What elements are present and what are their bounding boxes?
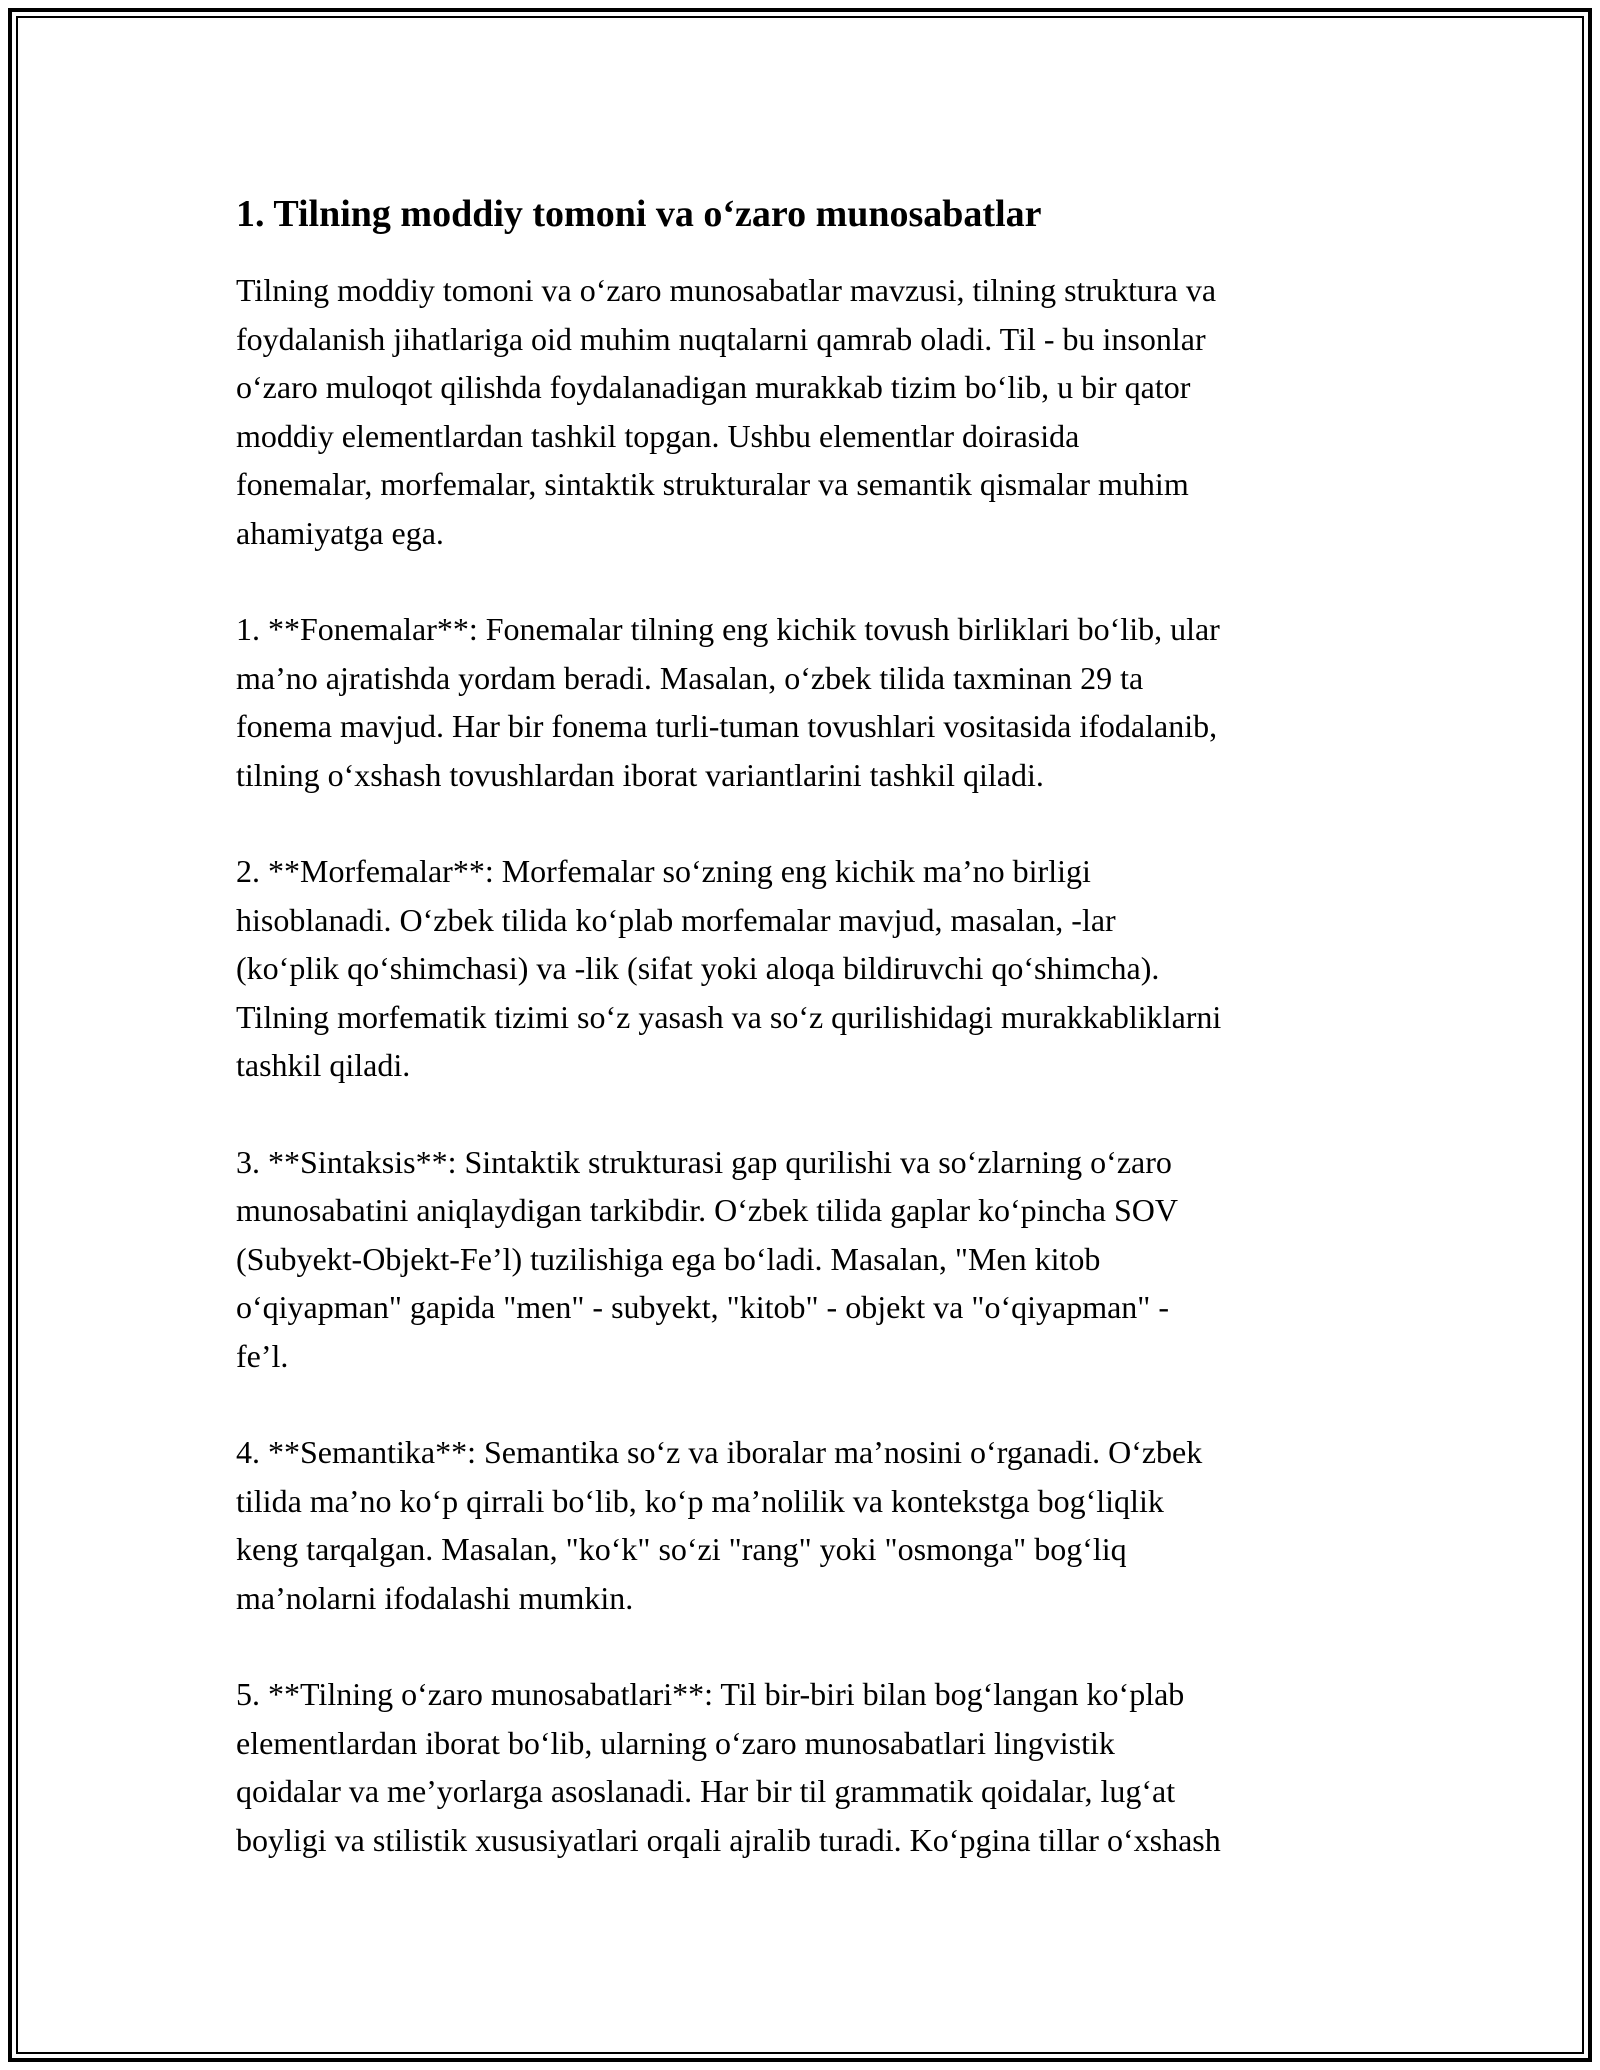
paragraph-semantika: 4. **Semantika**: Semantika so‘z va iboralar ma’nosini o‘rganadi. O‘zbek tilida ma’no ko‘p qirrali bo‘lib, ko‘p ma’nolilik va kontekstga bog‘liqlik keng tarqalgan. Masalan, "ko‘k" so‘zi "rang" yoki "osmonga" bog‘liq ma’nolarni ifodalashi mumkin. (236, 1434, 1203, 1616)
paragraph-sintaksis: 3. **Sintaksis**: Sintaktik strukturasi gap qurilishi va so‘zlarning o‘zaro munosabatini aniqlaydigan tarkibdir. O‘zbek tilida gaplar ko‘pincha SOV (Subyekt-Objekt-Fe’l) tuzilishiga ega bo‘ladi. Masalan, "Men kitob o‘qiyapman" gapida "men" - subyekt, "kitob" - objekt va "o‘qiyapman" - fe’l. (236, 1143, 1178, 1374)
paragraph-morfemalar: 2. **Morfemalar**: Morfemalar so‘zning eng kichik ma’no birligi hisoblanadi. O‘zbek tilida ko‘plab morfemalar mavjud, masalan, -lar (ko‘plik qo‘shimchasi) va -lik (sifat yoki aloqa bildiruvchi qo‘shimcha). Tilning morfematik tizimi so‘z yasash va so‘z qurilishidagi murakkabliklarni tashkil qiladi. (236, 853, 1222, 1083)
document-title: 1. Tilning moddiy tomoni va o‘zaro munosabatlar (236, 193, 1042, 235)
paragraph-fonemalar: 1. **Fonemalar**: Fonemalar tilning eng kichik tovush birliklari bo‘lib, ular ma’no ajratishda yordam beradi. Masalan, o‘zbek tilida taxminan 29 ta fonema mavjud. Har bir fonema turli-tuman tovushlari vositasida ifodalanib, tilning o‘xshash tovushlardan iborat variantlarini tashkil qiladi. (236, 611, 1220, 793)
paragraph-ozaro-munosabatlar: 5. **Tilning o‘zaro munosabatlari**: Til bir-biri bilan bog‘langan ko‘plab elementlardan iborat bo‘lib, ularning o‘zaro munosabatlari lingvistik qoidalar va me’yorlarga asoslanadi. Har bir til grammatik qoidalar, lug‘at boyligi va stilistik xususiyatlari orqali ajralib turadi. Ko‘pgina tillar o‘xshash (236, 1676, 1221, 1858)
intro-paragraph: Tilning moddiy tomoni va o‘zaro munosabatlar mavzusi, tilning struktura va foydalanish jihatlariga oid muhim nuqtalarni qamrab oladi. Til - bu insonlar o‘zaro muloqot qilishda foydalanadigan murakkab tizim bo‘lib, u bir qator moddiy elementlardan tashkil topgan. Ushbu elementlar doirasida fonemalar, morfemalar, sintaktik strukturalar va semantik qismalar muhim ahamiyatga ega. (236, 272, 1217, 551)
document-body (236, 188, 1376, 1912)
